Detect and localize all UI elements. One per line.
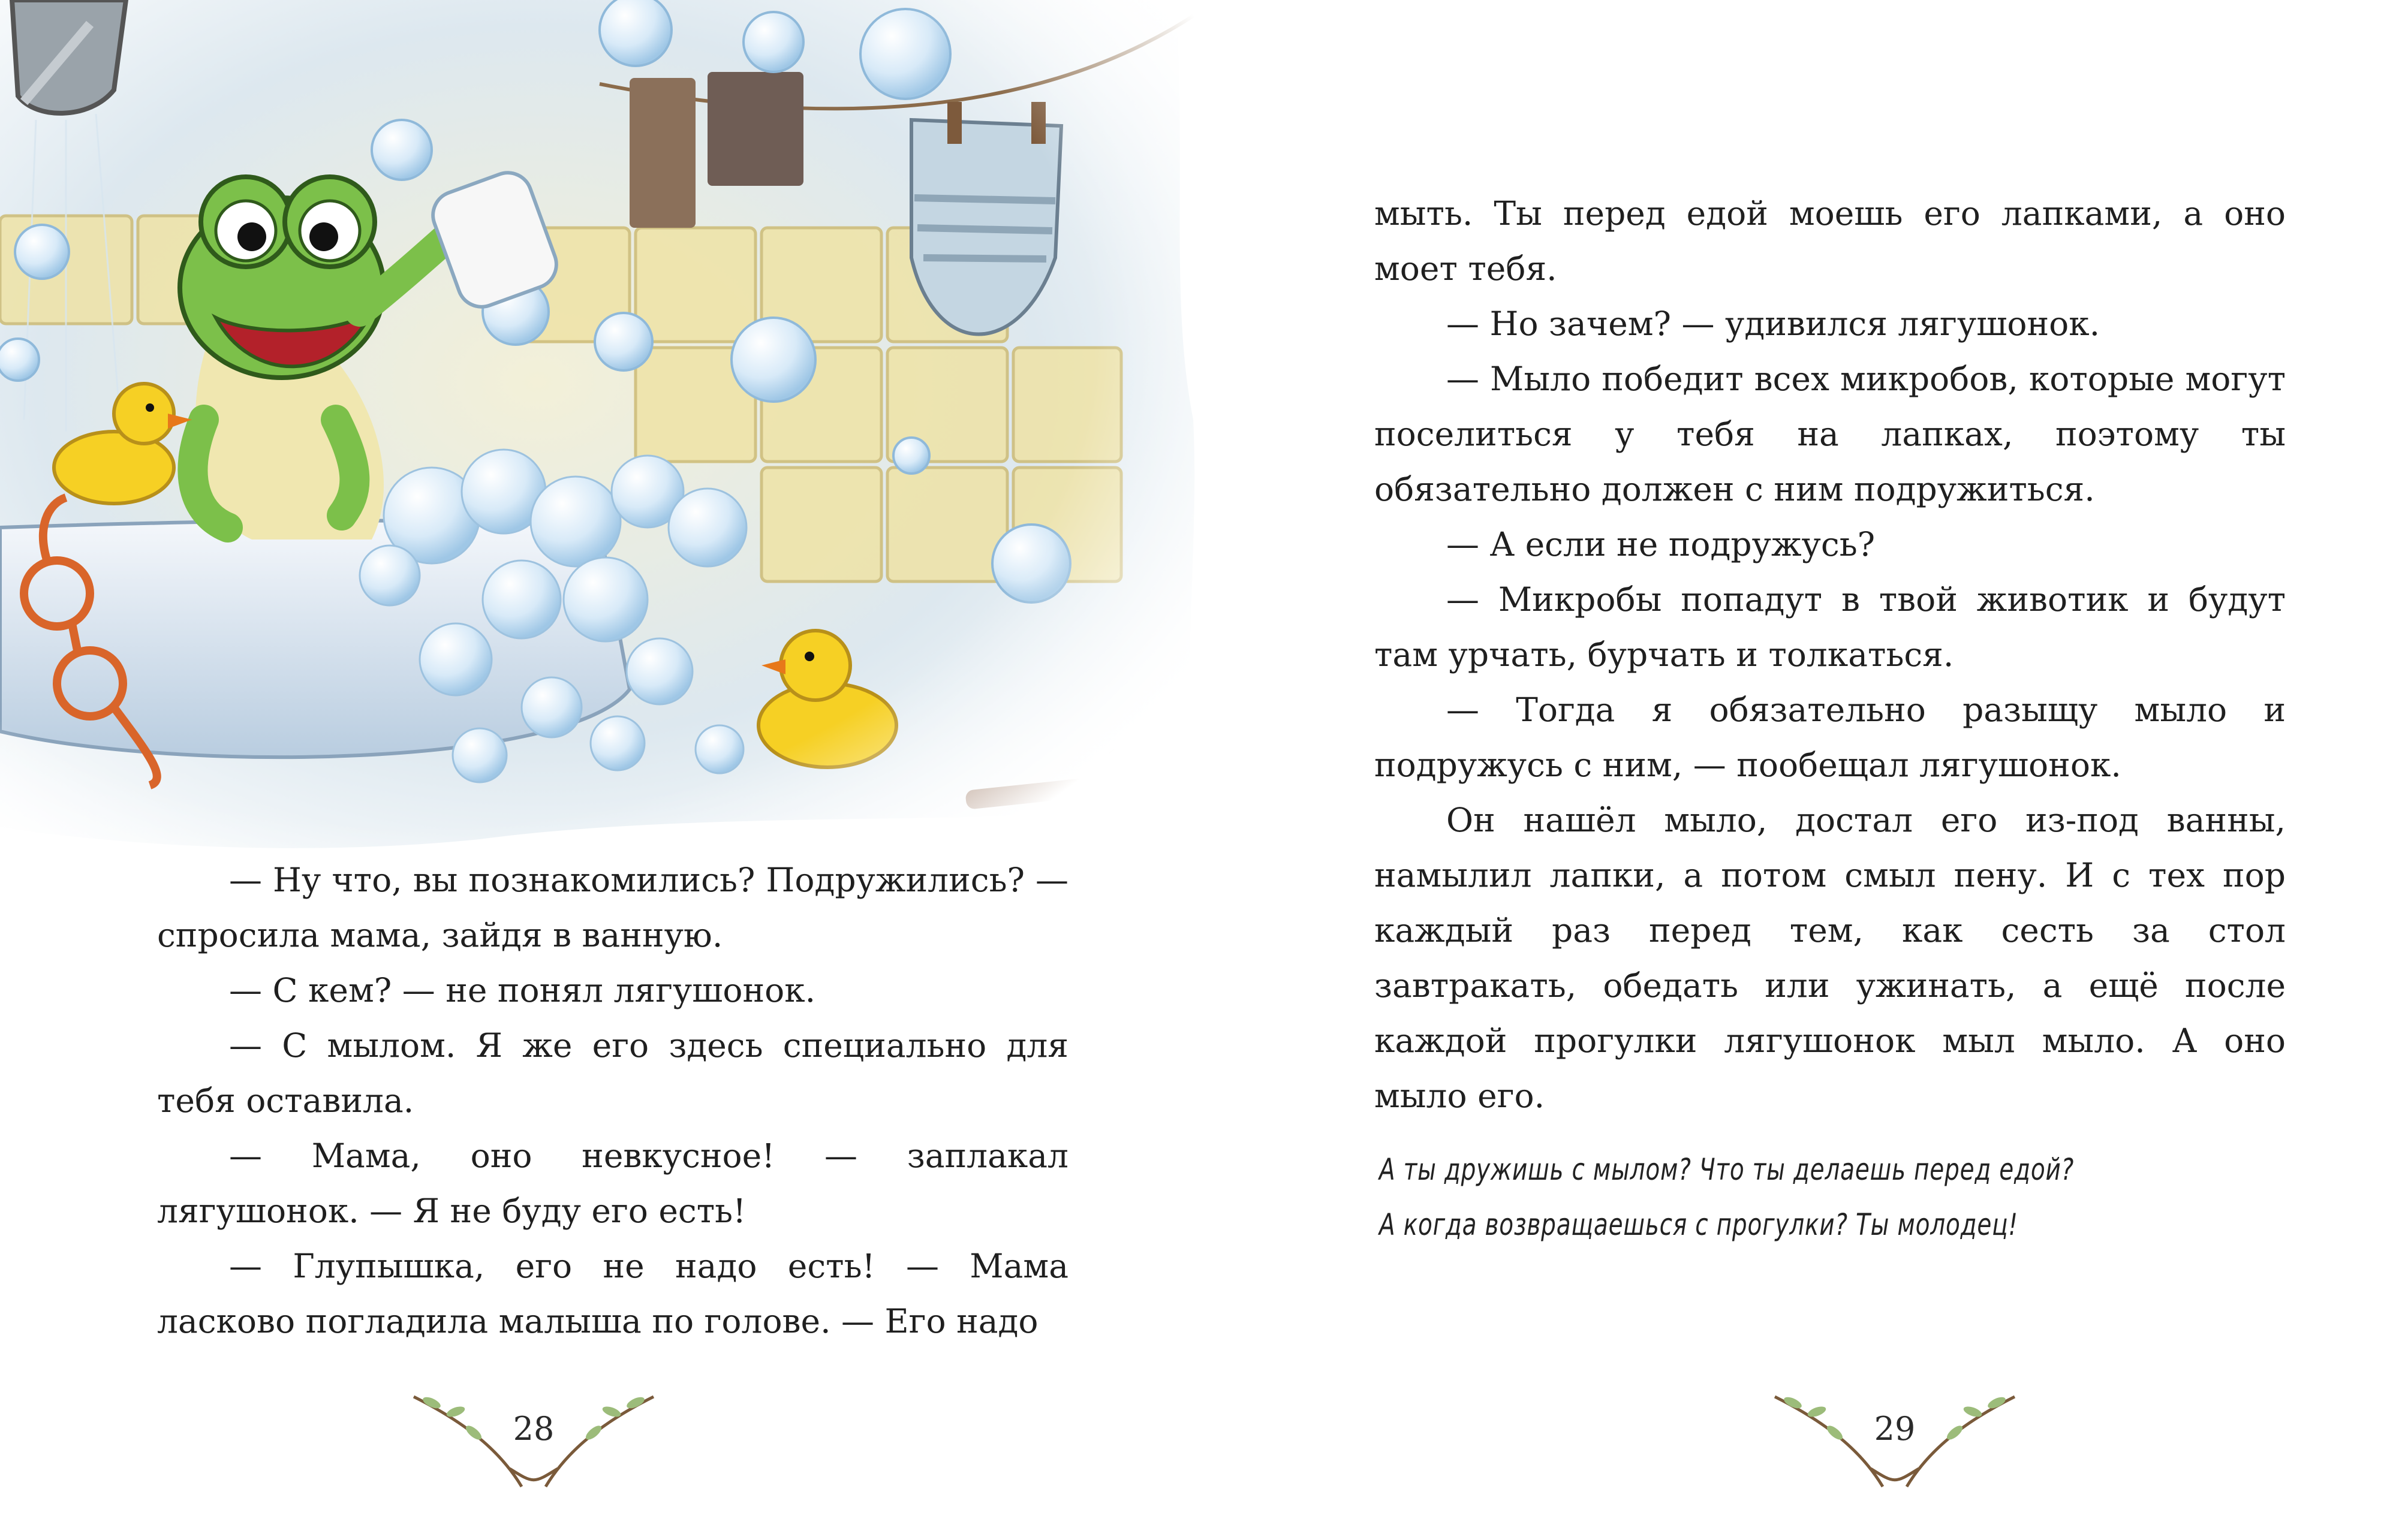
paragraph: Он нашёл мыло, достал его из-под ванны, намылил лапки, а потом смыл пену. И с тех пор каждый раз перед тем, как сесть за стол завтракать, обедать или ужинать, а ещё после каждой прогулки лягушонок мыл мыло. А оно мыло его. [1374,801,2286,1115]
page-number: 29 [1874,1410,1916,1448]
page-number-right [1763,1379,2027,1505]
right-page-text [1374,186,2286,1123]
paragraph: — Мама, оно невкусное! — заплакал лягушонок. — Я не буду его есть! [157,1137,1068,1230]
page-number-left [402,1379,666,1505]
reader-question [1379,1142,2090,1252]
paragraph: — Глупышка, его не надо есть! — Мама ласково погладила малыша по голове. — Его надо [157,1247,1068,1340]
paragraph: — С мылом. Я же его здесь специально для тебя оставила. [157,1026,1068,1120]
paragraph: — Мыло победит всех микробов, которые могут поселиться у тебя на лапках, поэтому ты обязательно должен с ним подружиться. [1374,360,2286,508]
paragraph: — Ну что, вы познакомились? Подружились? — спросила мама, зайдя в ванную. [157,861,1068,954]
left-page-text [157,852,1068,1349]
paragraph: — Микробы попадут в твой животик и будут там урчать, бурчать и толкаться. [1374,580,2286,674]
illustration-canvas [0,0,1199,857]
paragraph: мыть. Ты перед едой моешь его лапками, а оно моет тебя. [1374,194,2286,288]
question-line: А ты дружишь с мылом? Что ты делаешь перед едой? [1379,1152,2075,1187]
paragraph: — Тогда я обязательно разыщу мыло и подружусь с ним, — пообещал лягушонок. [1374,691,2286,784]
page-number: 28 [513,1410,555,1448]
question-line: А когда возвращаешься с прогулки? Ты молодец! [1379,1207,2018,1242]
paragraph: — А если не подружусь? [1446,525,1876,563]
paragraph: — Но зачем? — удивился лягушонок. [1446,305,2100,343]
edge-fade [0,0,1199,857]
bath-illustration [0,0,1199,857]
paragraph: — С кем? — не понял лягушонок. [229,971,816,1009]
